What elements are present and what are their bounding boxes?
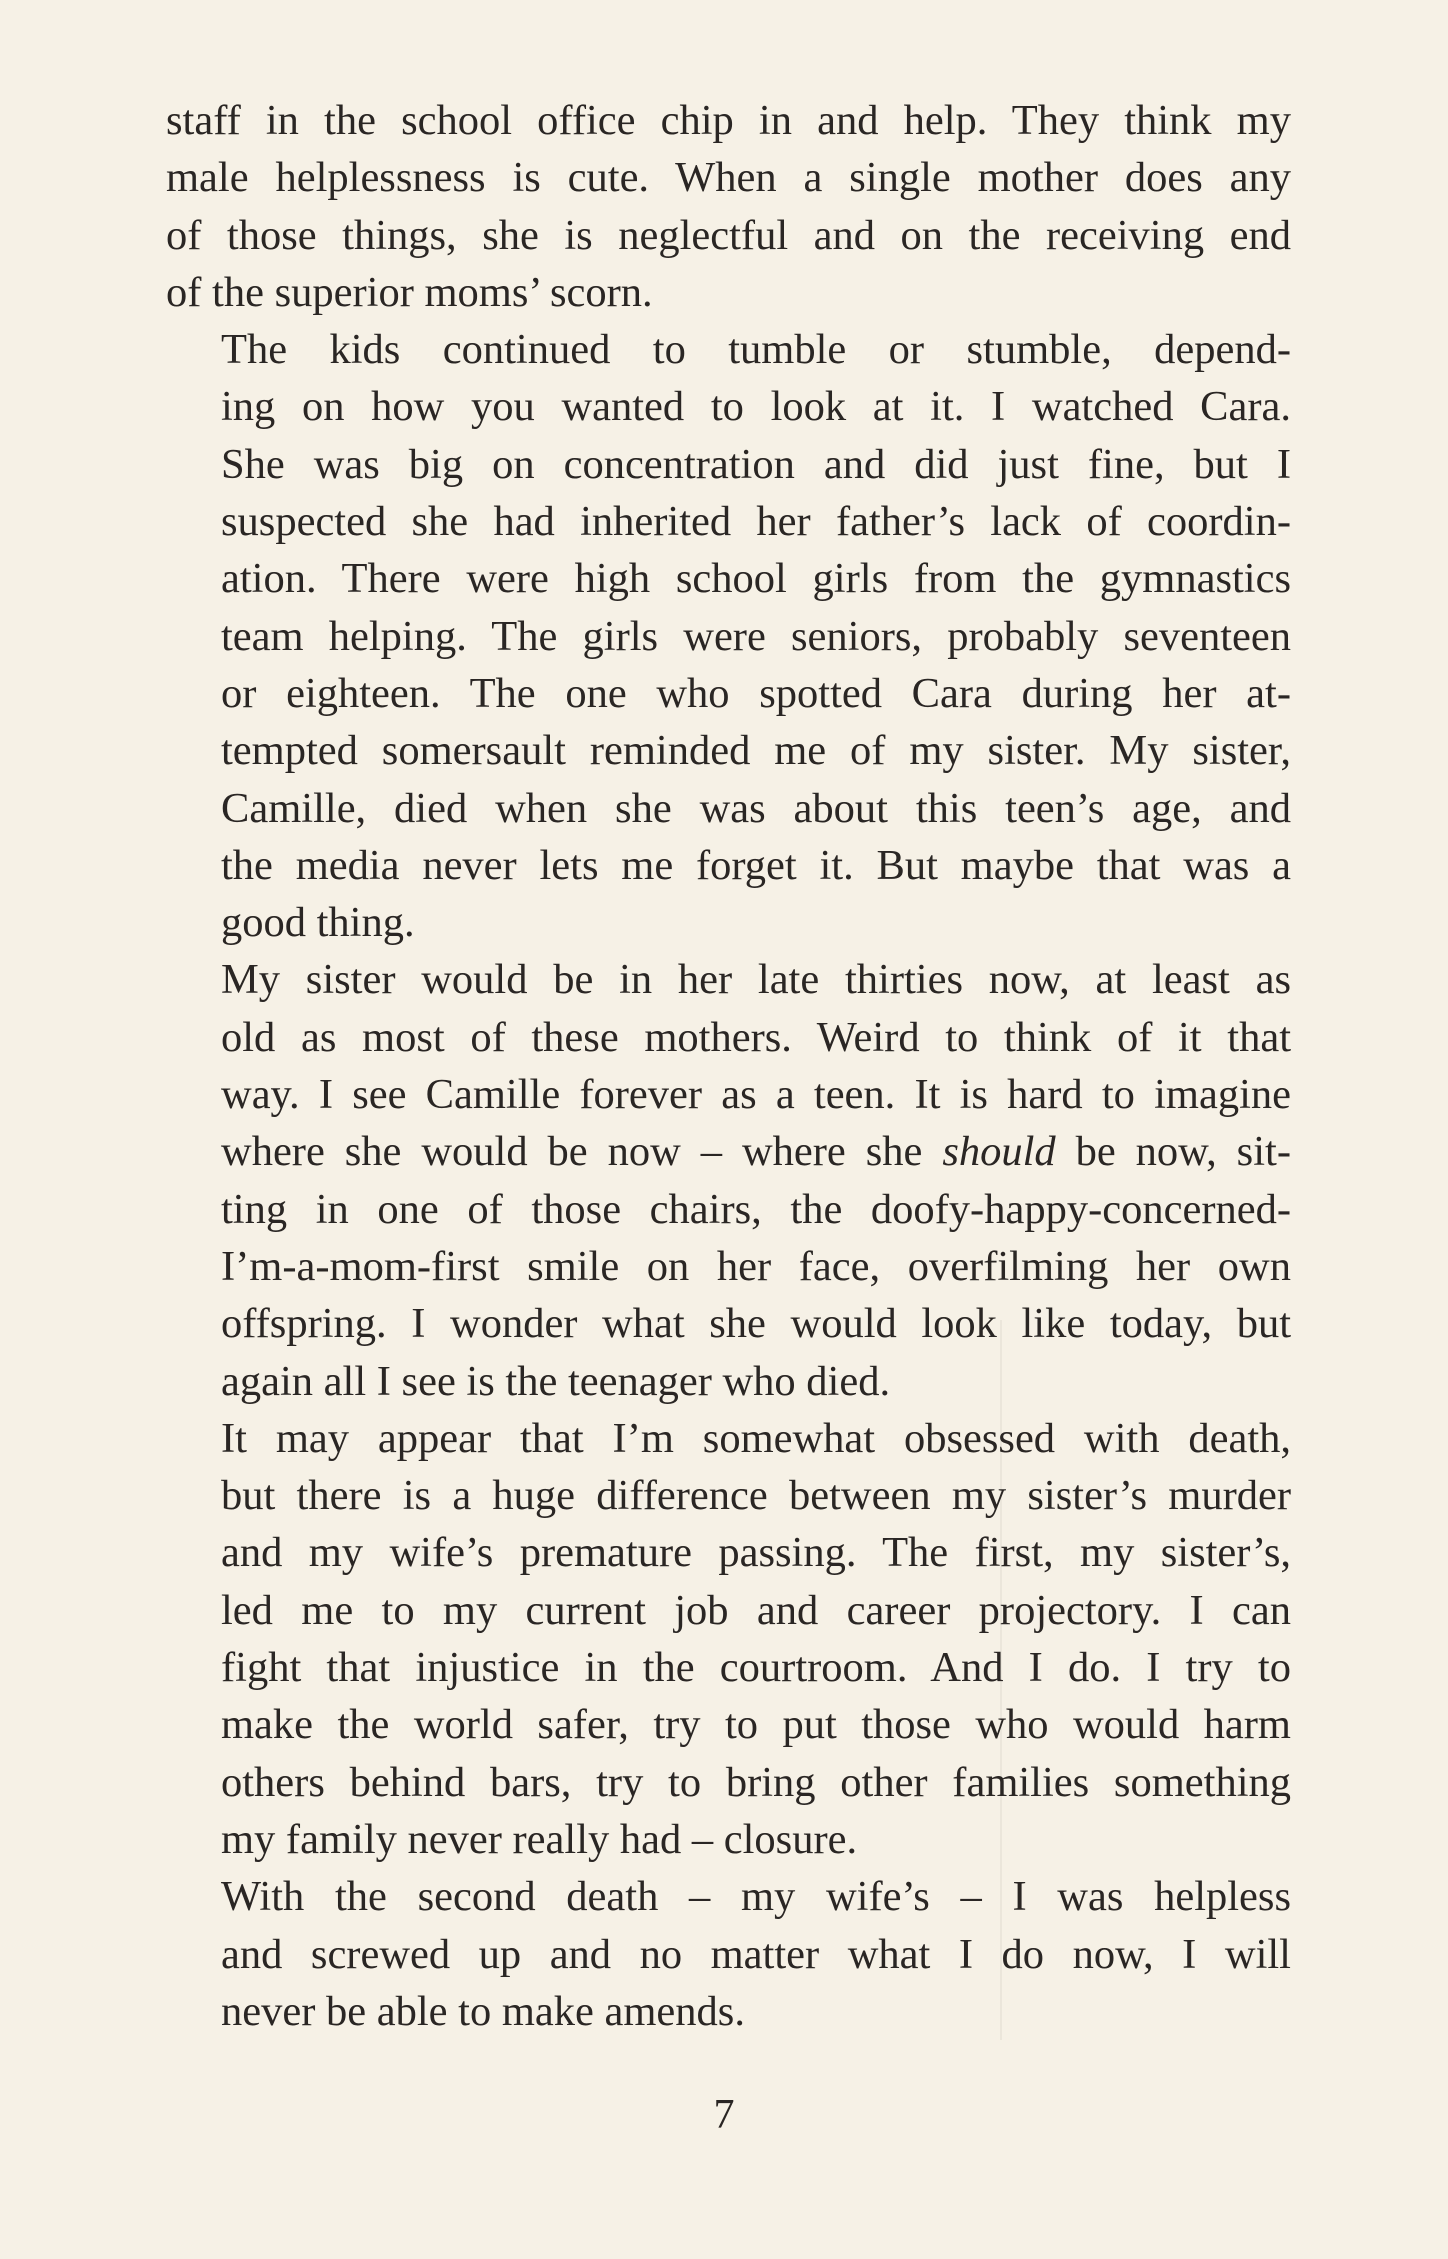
paragraph-1 [166,92,1291,321]
text-line: With the second death – my wife’s – I was helpless [221,1873,1291,1921]
text-line: male helplessness is cute. When a single mother does any [166,154,1291,202]
text-line: It may appear that I’m somewhat obsessed with death, [221,1414,1291,1462]
text-line: led me to my current job and career projectory. I can [221,1586,1291,1634]
text-line: ing on how you wanted to look at it. I watched Cara. [221,383,1291,431]
text-line: but there is a huge difference between my sister’s murder [221,1472,1291,1520]
text-line: staff in the school office chip in and help. They think my [166,97,1291,144]
text-line: of the superior moms’ scorn. [166,268,653,316]
emphasis-word: should [942,1128,1056,1176]
paragraph-5 [166,1868,1291,2040]
text-line: again all I see is the teenager who died. [221,1357,891,1405]
text-line: way. I see Camille forever as a teen. It is hard to imagine [221,1071,1291,1119]
paragraph-4 [166,1410,1291,1868]
text-line: I’m-a-mom-first smile on her face, overfilming her own [221,1242,1291,1290]
text-line: ation. There were high school girls from the gymnastics [221,555,1291,603]
text-line: team helping. The girls were seniors, probably seventeen [221,612,1291,660]
text-line: others behind bars, try to bring other families something [221,1758,1291,1806]
text-line [166,1123,1291,1180]
text-fragment: be now, sit- [1055,1128,1291,1176]
paragraph-3 [166,951,1291,1409]
text-fragment: where she would be now – where she [221,1128,943,1176]
body-text [166,92,1291,2040]
text-line: or eighteen. The one who spotted Cara during her at- [221,669,1291,717]
text-line: good thing. [221,899,415,947]
text-line: of those things, she is neglectful and on the receiving end [166,211,1291,259]
text-line: ting in one of those chairs, the doofy-happy-concerned- [221,1185,1291,1233]
text-line: My sister would be in her late thirties now, at least as [221,956,1291,1004]
text-line: the media never lets me forget it. But maybe that was a [221,841,1291,889]
text-line: never be able to make amends. [221,1987,745,2035]
text-line: The kids continued to tumble or stumble, depend- [221,326,1291,374]
text-line: She was big on concentration and did just fine, but I [221,440,1291,488]
text-line: offspring. I wonder what she would look like today, but [221,1300,1291,1348]
text-line: tempted somersault reminded me of my sister. My sister, [221,727,1291,775]
text-line: my family never really had – closure. [221,1815,858,1863]
text-line: make the world safer, try to put those who would harm [221,1701,1291,1749]
text-line: old as most of these mothers. Weird to think of it that [221,1013,1291,1061]
text-line: and screwed up and no matter what I do now, I will [221,1930,1291,1978]
text-line: Camille, died when she was about this teen’s age, and [221,784,1291,832]
text-line: fight that injustice in the courtroom. And I do. I try to [221,1644,1291,1692]
text-line: and my wife’s premature passing. The first, my sister’s, [221,1529,1291,1577]
text-line: suspected she had inherited her father’s lack of coordin- [221,498,1291,546]
page-number: 7 [713,2092,735,2138]
paragraph-2 [166,321,1291,951]
